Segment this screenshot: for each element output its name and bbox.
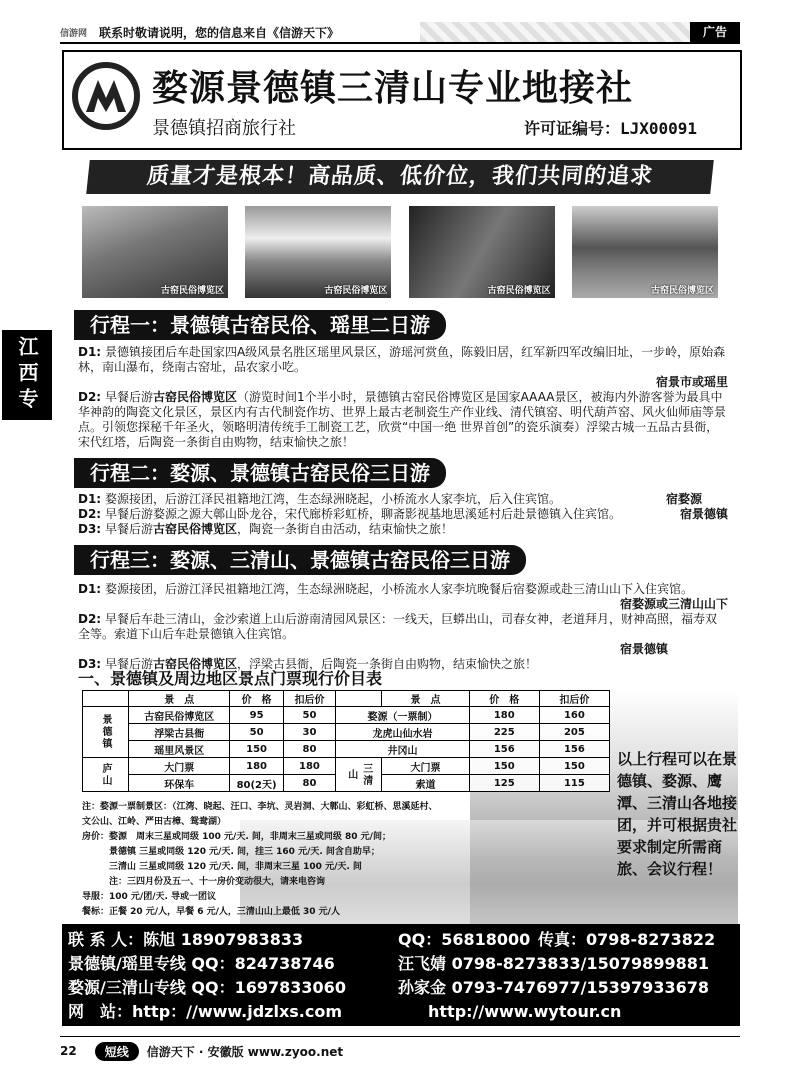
photo-caption: 古窑民俗博览区 (324, 286, 388, 296)
note-line: 注：婺源一票制景区：（江湾、晓起、汪口、李坑、灵岩洞、大鄣山、彩虹桥、思溪延村、 (82, 802, 438, 812)
photo-caption: 古窑民俗博览区 (160, 286, 224, 296)
route-2-day-3: D3: 早餐后游古窑民俗博览区，陶瓷一条街自由活动，结束愉快之旅！ (78, 522, 453, 536)
magazine-logo: 信游网 (60, 28, 88, 39)
agency-subtitle: 景德镇招商旅行社 (152, 118, 296, 139)
slogan-banner: 质量才是根本！高品质、低价位，我们共同的追求 (86, 160, 714, 194)
price-notes (82, 800, 582, 920)
route-1-day-2: D2: 早餐后游古窑民俗博览区（游览时间1个半小时，景德镇古窑民俗博览区是国家AAAA景区，被海内外游客誉为最具中华神韵的陶瓷文化景区，景区内有古代制瓷作坊、世界上最古老制瓷生产作业线、清代镇窑、明代葫芦窑、风火仙师庙等景点。引领您探秘千年圣火，领略明清传统手工制瓷工艺，欣赏“中国一绝 世界首创”的瓷乐演奏）浮梁古城一五品古县衙，宋代红塔，后陶瓷一条街自由购物，结束愉快之旅！ (78, 390, 727, 449)
price-table (82, 690, 610, 792)
custom-itinerary-note: 以上行程可以在景德镇、婺源、鹰潭、三清山各地接团，并可根据贵社要求制定所需商旅、会议行程！ (617, 750, 738, 878)
ad-tag: 广告 (690, 22, 740, 42)
top-divider (60, 42, 740, 44)
license-number: 许可证编号：LJX00091 (524, 119, 698, 138)
table-row: 环保车 80(2天) 80 索道 125 115 (83, 775, 610, 792)
agency-header (62, 50, 742, 150)
note-line: 注：三四月份及五一、十一房价变动很大，请来电咨询 (82, 877, 326, 887)
note-line: 餐标：正餐 20 元/人，早餐 6 元/人，三清山山上最低 30 元/人 (82, 907, 340, 917)
route-1-body (78, 345, 728, 450)
contact-row-1: 联 系 人：陈旭 18907983833 QQ：56818000 传真：0798-8273822 (68, 930, 716, 949)
route-3-body (78, 582, 728, 672)
route-1-day-1-stay: 宿景市或瑶里 (655, 375, 728, 389)
contact-row-4 (68, 1000, 734, 1024)
footer-text: 信游天下 · 安徽版 www.zyoo.net (146, 1044, 344, 1059)
sanqing-group-label: 三清山 (336, 758, 382, 792)
route-3-day-1-stay: 宿婺源或三清山山下 (619, 597, 728, 611)
side-tag: 江西专 (2, 330, 52, 420)
photo-pavilion (572, 206, 718, 298)
note-line: 三清山 三星或同级 120 元/天. 间，非周末三星 100 元/天. 间 (82, 862, 362, 872)
price-table-title: 一、景德镇及周边地区景点门票现行价目表 (78, 669, 383, 688)
table-row: 景德镇 古窑民俗博览区 95 50 婺源（一票制） 180 160 (83, 707, 610, 724)
note-line: 文公山、江岭、严田古樟、鸳鸯湖） (82, 817, 227, 827)
page-footer (60, 1036, 740, 1061)
contact-row-3: 婺源/三清山专线 QQ：1697833060 孙家金 0793-7476977/15397933678 (68, 978, 709, 997)
route-2-title: 行程二：婺源、景德镇古窑民俗三日游 (74, 458, 446, 488)
photo-potter (82, 206, 228, 298)
table-row: 浮梁古县衙 50 30 龙虎山仙水岩 225 205 (83, 724, 610, 741)
table-row: 瑶里风景区 150 80 井冈山 156 156 (83, 741, 610, 758)
route-1-day-1: D1: 景德镇接团后车赴国家四A级风景名胜区瑶里风景区，游瑶河赏鱼，陈毅旧居，红军新四军改编旧址，一步岭，原始森林，南山瀑布，绕南古窑址，品农家小吃。 (78, 345, 726, 374)
route-3-title: 行程三：婺源、三清山、景德镇古窑民俗三日游 (74, 545, 526, 575)
agency-title: 婺源景德镇三清山专业地接社 (152, 68, 634, 109)
photo-mountains (245, 206, 391, 298)
note-line: 房价：婺源 周末三星或同级 100 元/天. 间，非周末三星或同级 80 元/间； (82, 832, 391, 842)
agency-logo-icon (72, 62, 140, 130)
route-3-day-3: D3: 早餐后游古窑民俗博览区，浮梁古县衙，后陶瓷一条街自由购物，结束愉快之旅！ (78, 657, 537, 671)
website-link-1[interactable]: 网 站：http：//www.jdzlxs.com (68, 1002, 343, 1021)
route-2-body (78, 492, 728, 537)
route-2-day-2: D2: 早餐后游婺源之源大鄣山卧龙谷，宋代廊桥彩虹桥，聊斋影视基地思溪延村后赴景德镇入住宾馆。 宿景德镇 (78, 507, 728, 521)
photo-caption: 古窑民俗博览区 (487, 286, 551, 296)
note-line: 导服：100 元/团/天. 导或一团议 (82, 892, 217, 902)
table-row: 庐山 大门票 180 180 三清山 大门票 150 150 (83, 758, 610, 775)
photo-strip (82, 206, 718, 298)
route-2-day-1: D1: 婺源接团，后游江泽民祖籍地江湾，生态绿洲晓起，小桥流水人家李坑，后入住宾馆。 宿婺源 (78, 492, 702, 506)
note-line: 景德镇 三星或同级 120 元/天. 间，挂三 160 元/天. 间含自助早； (82, 847, 380, 857)
contact-row-2: 景德镇/瑶里专线 QQ：824738746 汪飞婧 0798-8273833/15079899881 (68, 954, 709, 973)
page-number: 22 (60, 1044, 77, 1058)
table-header-row: 景 点 价 格 扣后价 景 点 价 格 扣后价 (83, 691, 610, 707)
website-link-2[interactable]: http://www.wytour.cn (428, 1002, 622, 1021)
lushan-group-label: 庐山 (83, 758, 129, 792)
route-3-day-2: D2: 早餐后车赴三清山，金沙索道上山后游南清园风景区：一线天，巨蟒出山，司春女神，老道拜月，财神高照，福寿双全等。索道下山后车赴景德镇入住宾馆。 (78, 612, 717, 641)
topbar-notice: 联系时敬请说明，您的信息来自《信游天下》 (99, 25, 340, 40)
photo-porcelain-music (409, 206, 555, 298)
jdz-group-label: 景德镇 (83, 707, 129, 758)
section-pill: 短线 (95, 1042, 139, 1061)
top-bar (60, 22, 740, 42)
photo-caption: 古窑民俗博览区 (650, 286, 714, 296)
route-3-day-1: D1: 婺源接团，后游江泽民祖籍地江湾，生态绿洲晓起，小桥流水人家李坑晚餐后宿婺源或赴三清山山下入住宾馆。 (78, 582, 693, 596)
contact-panel (62, 924, 740, 1026)
route-3-day-2-stay: 宿景德镇 (619, 642, 668, 656)
route-1-title: 行程一：景德镇古窑民俗、瑶里二日游 (74, 310, 446, 340)
